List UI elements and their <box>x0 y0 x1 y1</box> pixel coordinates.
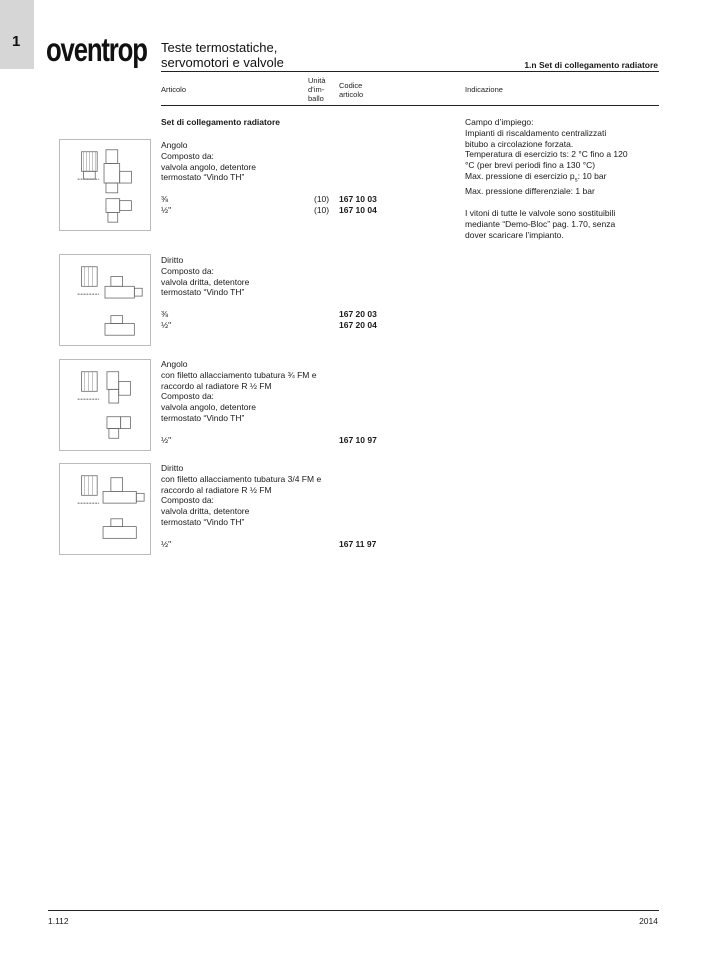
info-line: Max. pressione differenziale: 1 bar <box>465 186 595 197</box>
col-unita <box>308 76 326 103</box>
desc-line: con filetto allacciamento tubatura ¾ FM e <box>161 369 317 380</box>
desc-line: raccordo al radiatore R ½ FM <box>161 484 272 495</box>
desc-line: valvola dritta, detentore <box>161 506 250 517</box>
footer-rule <box>48 910 659 911</box>
size-cell: ⅜ <box>161 309 169 319</box>
code-cell: 167 20 03 <box>339 309 377 319</box>
indication-text <box>465 117 665 240</box>
table-row <box>161 320 409 331</box>
desc-line: termostato “Vindo TH” <box>161 412 245 423</box>
desc-line: valvola angolo, detentore <box>161 161 256 172</box>
info-line: Impianti di riscaldamento centralizzati <box>465 127 607 138</box>
code-cell: 167 11 97 <box>339 539 377 549</box>
info-line: bitubo a circolazione forzata. <box>465 138 574 149</box>
pack-cell: (10) <box>314 204 330 215</box>
product-description <box>161 255 249 298</box>
product-image-angle <box>59 139 151 231</box>
product-description <box>161 140 256 183</box>
desc-line: Angolo <box>161 140 188 150</box>
product-rows <box>161 539 409 550</box>
desc-line: termostato “Vindo TH” <box>161 287 245 298</box>
product-description <box>161 463 321 528</box>
product-rows <box>161 435 409 446</box>
product-rows <box>161 194 409 215</box>
code-cell: 167 20 04 <box>339 319 377 330</box>
size-cell: ½" <box>161 435 172 445</box>
size-cell: ½" <box>161 204 172 215</box>
product-image-angle-fm <box>59 359 151 451</box>
desc-line: valvola dritta, detentore <box>161 276 250 287</box>
desc-line: valvola angolo, detentore <box>161 402 256 413</box>
info-text: Max. pressione di esercizio p <box>465 170 575 181</box>
pack-cell: (10) <box>314 194 330 204</box>
desc-line: Composto da: <box>161 391 214 402</box>
desc-line: Composto da: <box>161 265 214 276</box>
product-image-straight-fm <box>59 463 151 555</box>
desc-line: Composto da: <box>161 150 214 161</box>
section-reference: 1.n Set di collegamento radiatore <box>524 60 658 70</box>
size-cell: ½" <box>161 319 172 330</box>
info-subscript: s <box>574 177 578 184</box>
title-line-2: servomotori e valvole <box>161 55 284 70</box>
chapter-number: 1 <box>12 33 21 50</box>
desc-line: con filetto allacciamento tubatura 3/4 FM e <box>161 473 322 484</box>
table-row <box>161 539 409 550</box>
table-row <box>161 194 409 205</box>
code-cell: 167 10 97 <box>339 435 377 445</box>
col-unita-line-2: d’im- <box>308 85 325 94</box>
desc-line: Angolo <box>161 359 188 369</box>
code-cell: 167 10 03 <box>339 194 377 204</box>
code-cell: 167 10 04 <box>339 204 377 215</box>
table-row <box>161 205 409 216</box>
col-codice-line-1: Codice <box>339 81 363 90</box>
table-row <box>161 435 409 446</box>
size-cell: ½" <box>161 539 172 549</box>
desc-line: Diritto <box>161 463 184 473</box>
desc-line: raccordo al radiatore R ½ FM <box>161 380 272 391</box>
info-line: I vitoni di tutte le valvole sono sostituibili <box>465 208 616 219</box>
desc-line: termostato “Vindo TH” <box>161 172 245 183</box>
col-indicazione: Indicazione <box>465 85 503 94</box>
header-rule <box>161 71 659 72</box>
product-image-straight <box>59 254 151 346</box>
table-head-rule <box>161 105 659 106</box>
col-unita-line-1: Unità <box>308 76 326 85</box>
section-title: Set di collegamento radiatore <box>161 117 281 127</box>
col-articolo: Articolo <box>161 85 187 94</box>
col-unita-line-3: ballo <box>308 94 324 103</box>
info-text: : 10 bar <box>577 170 607 181</box>
desc-line: Diritto <box>161 255 184 265</box>
footer-year: 2014 <box>639 916 658 926</box>
table-row <box>161 309 409 320</box>
product-rows <box>161 309 409 330</box>
info-line: mediante “Demo-Bloc” pag. 1.70, senza <box>465 218 616 229</box>
col-codice <box>339 81 363 99</box>
brand-logo: oventrop <box>46 31 147 68</box>
page-title <box>161 40 284 70</box>
desc-line: Composto da: <box>161 495 214 506</box>
info-line: dover scaricare l’impianto. <box>465 229 564 240</box>
desc-line: termostato “Vindo TH” <box>161 516 245 527</box>
col-codice-line-2: articolo <box>339 90 364 99</box>
size-cell: ⅜ <box>161 194 169 204</box>
page-number: 1.112 <box>48 916 69 926</box>
info-line: Campo d’impiego: <box>465 117 534 127</box>
chapter-tab <box>0 0 34 69</box>
info-line: Temperatura di esercizio ts: 2 °C fino a 120 <box>465 149 628 160</box>
product-description <box>161 359 316 424</box>
title-line-1: Teste termostatiche, <box>161 40 278 55</box>
info-line <box>465 171 665 186</box>
info-line: °C (per brevi periodi fino a 130 °C) <box>465 160 596 171</box>
